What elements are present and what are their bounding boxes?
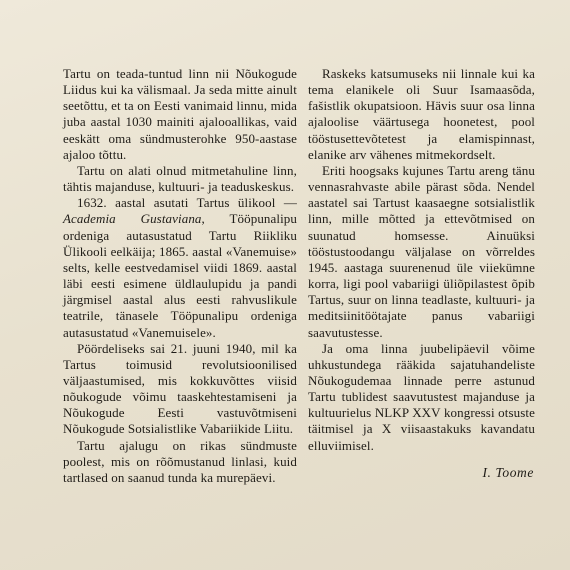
author-signature: I. Toome	[482, 465, 534, 480]
paragraph: Pöördeliseks sai 21. juuni 1940, mil ka Tartus toimusid revolutsioonilised väljaastumised, mis kokkuvõttes viisid nõukogude võimu taaskehtestamiseni ja Nõukogude Eesti vastuvõtmiseni Nõukogude Sotsialistlike Vabariikide Liitu.	[63, 340, 297, 437]
paragraph-text: , Tööpunalipu ordeniga autasustatud Tartu Riikliku Ülikooli eelkäija; 1865. aastal «Vanemuise» selts, kelle eestvedamisel viidi 1869. aastal läbi eesti esimene üldlaulupidu ja pandi järgmisel aastal alus eesti rahvuslikule teatrile, tänasele Tööpunalipu ordeniga autasustatud «Vanemuisele».	[63, 211, 298, 340]
paragraph: Tartu on teada-tuntud linn nii Nõukogude Liidus kui ka välismaal. Ja seda mitte ainult seetõttu, et ta on Eesti vanimaid linnu, mida juba aastal 1030 mainiti ajalooallikas, vaid eeskätt oma sündmusterohke 950-aastase ajaloo tõttu.	[63, 66, 297, 162]
right-text-column	[308, 66, 535, 454]
paragraph: Raskeks katsumuseks nii linnale kui ka tema elanikele oli Suur Isamaasõda, fašistlik okupatsioon. Hävis suur osa linna ajaloolise väärtusega hoonetest, pool tööstusettevõtetest ja elamispinnast, elanike arv vähenes mitmekordselt.	[308, 66, 535, 162]
paragraph: Tartu ajalugu on rikas sündmuste poolest, mis on rõõmustanud linlasi, kuid tartlased on saanud tunda ka murepäevi.	[63, 437, 297, 485]
paragraph: Ja oma linna juubelipäevil võime uhkustundega rääkida sajatuhandeliste Nõukogudemaa linnade perre astunud Tartu tublidest saavutustest majanduse ja kultuurielus NLKP XXV kongressi otsuste täitmisel ja X viisaastakuks kavandatu elluviimisel.	[308, 340, 535, 453]
paragraph: Tartu on alati olnud mitmetahuline linn, tähtis majanduse, kultuuri- ja teaduskeskus.	[63, 162, 297, 195]
paragraph-text: 1632. aastal asutati Tartus ülikool —	[77, 195, 297, 211]
paragraph	[63, 195, 297, 340]
italic-title: Academia Gustaviana	[63, 211, 202, 227]
left-text-column	[63, 66, 297, 486]
paragraph: Eriti hoogsaks kujunes Tartu areng tänu vennasrahvaste abile pärast sõda. Nendel aastatel sai Tartust kaasaegne sotsialistlik linn, mille mõtted ja ettevõtmised on suunatud homsesse. Ainuüksi tööstustoodangu väljalase on võrreldes 1945. aastaga suurenenud üle viiekümne korra, ligi pool vabariigi üliõpilastest õpib Tartus, suur on linna teadlaste, kultuuri- ja meditsiinitöötajate panus vabariigi saavutustesse.	[308, 162, 535, 340]
